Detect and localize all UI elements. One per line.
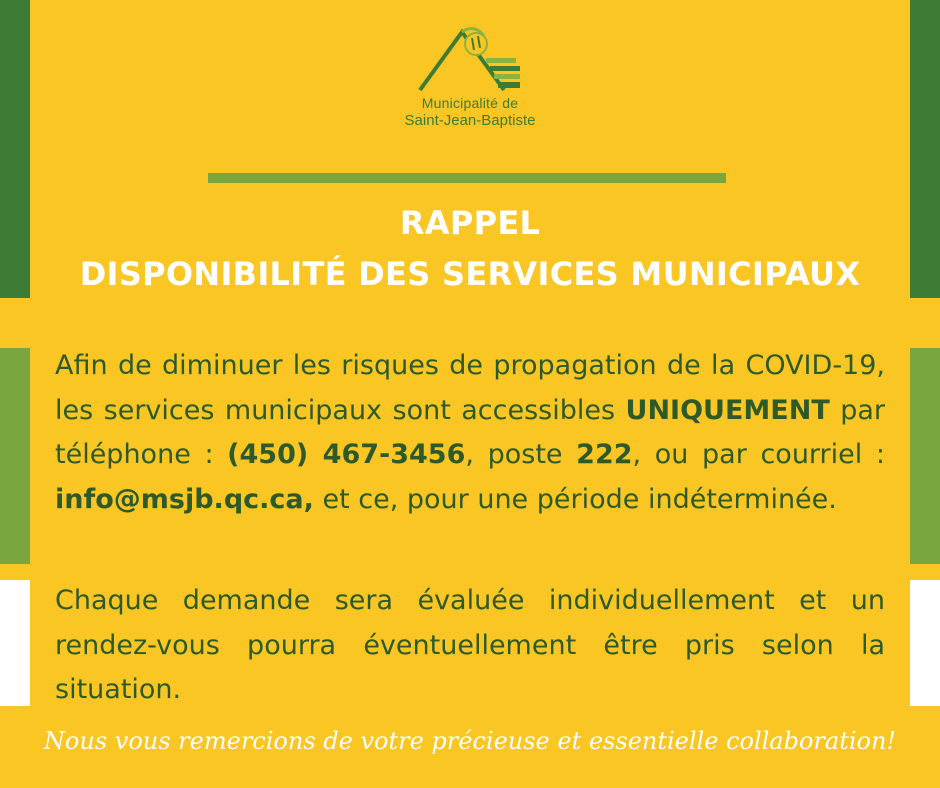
p1-bold-uniquement: UNIQUEMENT — [625, 394, 830, 426]
right-bar-middle — [910, 348, 940, 564]
p1-part5: et ce, pour une période indéterminée. — [313, 483, 837, 515]
heading-line2: DISPONIBILITÉ DES SERVICES MUNICIPAUX — [79, 255, 861, 293]
logo-text-line1: Municipalité de — [421, 95, 519, 111]
p1-part2: par téléphone : — [55, 394, 885, 470]
left-bar-top — [0, 0, 30, 298]
thanks-message: Nous vous remercions de votre précieuse et essentielle collaboration! — [43, 727, 897, 755]
mountain-logo-icon — [380, 22, 560, 94]
left-bar-middle — [0, 348, 30, 564]
heading-line1: RAPPEL — [399, 204, 541, 242]
logo-text-line2: Saint-Jean-Baptiste — [404, 112, 536, 129]
left-bar-bottom — [0, 580, 30, 706]
paragraph-availability — [55, 344, 885, 522]
right-bar-top — [910, 0, 940, 298]
p1-part3: , poste — [465, 439, 577, 470]
municipality-logo — [380, 22, 560, 132]
phone-extension: 222 — [576, 439, 633, 470]
divider-bar — [208, 173, 726, 183]
right-bar-bottom — [910, 580, 940, 706]
p1-part4: , ou par courriel : — [632, 439, 885, 470]
email-address: info@msjb.qc.ca, — [55, 483, 314, 515]
paragraph-evaluation: Chaque demande sera évaluée individuellement et un rendez-vous pourra éventuellement être pris selon la situation. — [55, 585, 885, 705]
p1-part1: Afin de diminuer les risques de propagation de la COVID-19, les services municipaux sont accessibles — [55, 350, 885, 426]
phone-number: (450) 467-3456 — [227, 439, 466, 470]
